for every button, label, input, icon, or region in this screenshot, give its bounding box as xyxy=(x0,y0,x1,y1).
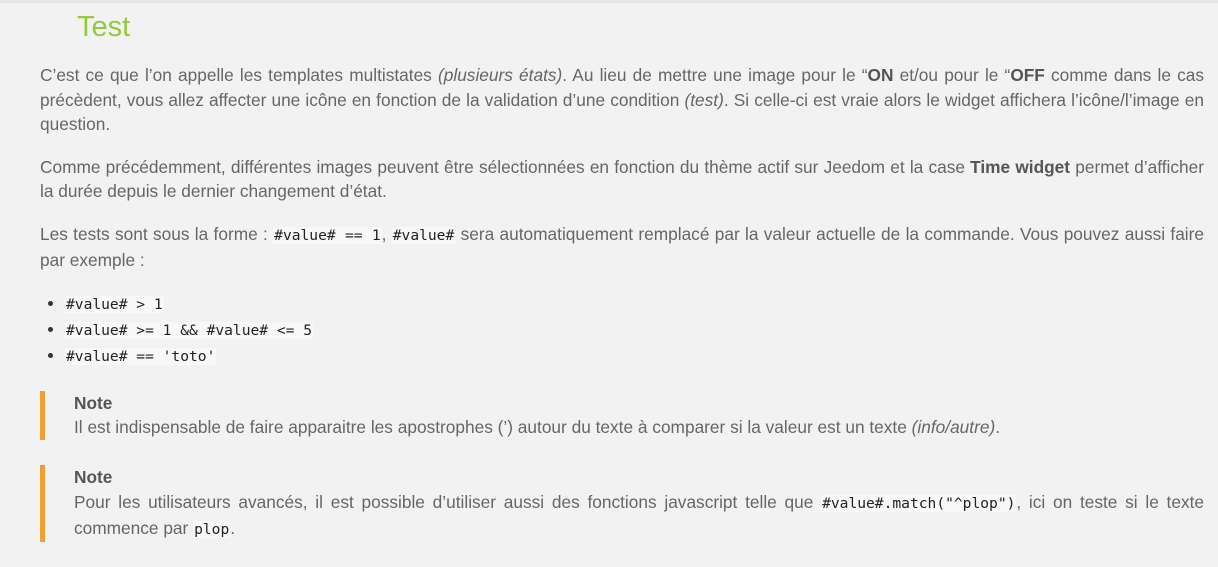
inline-code: #value#.match("^plop") xyxy=(822,494,1016,512)
text: Il est indispensable de faire apparaitre les apostrophes (’) autour du texte à comparer si la valeur est un texte xyxy=(74,417,912,437)
text: C’est ce que l’on appelle les templates multistates xyxy=(40,65,438,85)
text: Comme précédemment, différentes images peuvent être sélectionnées en fonction du thème actif sur Jeedom et la case xyxy=(40,156,971,177)
section-content xyxy=(40,63,1204,567)
bold-text: ON xyxy=(867,65,894,85)
theme-paragraph xyxy=(40,155,1204,204)
inline-code: #value# == 1 xyxy=(274,226,381,244)
text: comme dans le cas précèdent, vous allez affecter une icône en fonction de la validation d’une condition xyxy=(40,65,1204,110)
bold-text: OFF xyxy=(1010,65,1045,85)
text: . xyxy=(230,517,236,538)
text: . Si celle-ci est vraie alors le widget affichera l’icône/l’image en question. xyxy=(40,89,1204,134)
text: Les tests sont sous la forme : xyxy=(40,223,274,244)
list-item xyxy=(65,343,1204,369)
text: et/ou pour le “ xyxy=(893,65,1011,85)
note-box xyxy=(40,391,1204,441)
italic-text: (plusieurs états) xyxy=(437,65,563,85)
inline-code: #value# > 1 xyxy=(66,295,163,313)
inline-code: #value# >= 1 && #value# <= 5 xyxy=(66,321,313,339)
italic-text: (test) xyxy=(684,89,724,110)
examples-list xyxy=(40,291,1204,369)
intro-paragraph xyxy=(40,63,1204,137)
text: . Au lieu de mettre une image pour le “ xyxy=(562,65,868,85)
text: , ici on teste si le texte commence par xyxy=(74,491,1205,538)
text: , xyxy=(381,223,392,244)
list-item xyxy=(65,291,1204,317)
inline-code: #value# xyxy=(392,226,455,244)
note-text xyxy=(74,490,1204,542)
list-item xyxy=(65,317,1204,343)
note-title: Note xyxy=(74,392,113,413)
tests-paragraph xyxy=(40,222,1204,273)
note-box xyxy=(40,465,1204,542)
inline-code: plop xyxy=(194,520,230,538)
section-heading: Test xyxy=(77,11,131,43)
text: permet d’afficher la durée depuis le dernier changement d’état. xyxy=(40,156,1204,201)
note-text xyxy=(74,415,1204,440)
note-title: Note xyxy=(74,467,113,487)
text: Pour les utilisateurs avancés, il est possible d’utiliser aussi des fonctions javascript telle que xyxy=(74,491,822,512)
italic-text: (info/autre) xyxy=(911,417,996,437)
bold-text: Time widget xyxy=(970,156,1071,177)
text: sera automatiquement remplacé par la valeur actuelle de la commande. Vous pouvez aussi faire par exemple : xyxy=(40,223,1205,270)
text: . xyxy=(995,417,1001,437)
inline-code: #value# == 'toto' xyxy=(66,347,216,365)
